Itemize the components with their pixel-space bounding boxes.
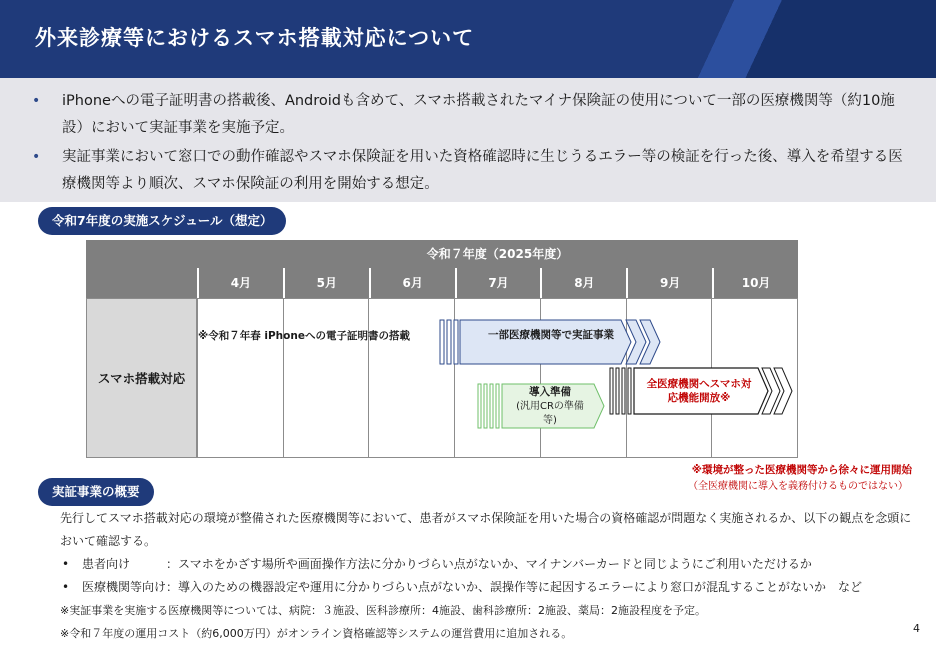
- summary-box: [0, 78, 936, 202]
- overview-patient-point: • 患者向け ：スマホをかざす場所や画面操作方法に分かりづらい点がないか、マイナンバーカードと同じようにご利用いただけるか: [60, 553, 920, 576]
- overview-section: [60, 507, 920, 645]
- page-number: 4: [913, 622, 920, 635]
- summary-bullet: • 実証事業において窓口での動作確認やスマホ保険証を用いた資格確認時に生じうるエラー等の検証を行った後、導入を希望する医療機関等より順次、スマホ保険証の利用を開始する想定。: [32, 144, 912, 198]
- month-header: 6月: [369, 268, 455, 298]
- rollout-note-sub: （全医療機関に導入を義務付けるものではない）: [688, 481, 908, 492]
- overview-medical-point: • 医療機関等向け：導入のための機器設定や運用に分かりづらい点がないか、誤操作等に起因するエラーにより窓口が混乱することがないか など: [60, 576, 920, 599]
- overview-note-facilities: ※実証事業を実施する医療機関等については、病院：３施設、医科診療所：4施設、歯科診療所：2施設、薬局：2施設程度を予定。: [60, 604, 706, 617]
- gantt-row-label: スマホ搭載対応: [86, 298, 197, 458]
- iphone-spring-note: ※令和７年春 iPhoneへの電子証明書の搭載: [198, 330, 410, 342]
- prep-title: 導入準備: [529, 386, 571, 398]
- month-header: 8月: [540, 268, 626, 298]
- month-header: 5月: [283, 268, 369, 298]
- month-header: 7月: [455, 268, 541, 298]
- month-header: 10月: [712, 268, 798, 298]
- gantt-year-header: 令和７年度（2025年度）: [197, 240, 798, 268]
- summary-bullet: • iPhoneへの電子証明書の搭載後、Androidも含めて、スマホ搭載されたマイナ保険証の使用について一部の医療機関等（約10施設）において実証事業を実施予定。: [32, 88, 912, 142]
- schedule-gantt: [86, 240, 798, 458]
- demo-label: 一部医療機関等で実証事業: [488, 329, 614, 341]
- page-title: 外来診療等におけるスマホ搭載対応について: [35, 26, 475, 50]
- prep-subtitle: (汎用CRの準備等): [516, 401, 584, 426]
- gantt-arrows: [86, 240, 798, 458]
- header-decoration: [606, 0, 936, 78]
- full-release-label: 全医療機関へスマホ対応機能開放※: [646, 378, 752, 404]
- demo-arrow: [440, 320, 660, 364]
- overview-note-cost: ※令和７年度の運用コスト（約6,000万円）がオンライン資格確認等システムの運営費用に追加される。: [60, 627, 573, 640]
- overview-heading: 実証事業の概要: [38, 478, 154, 506]
- month-header: 9月: [626, 268, 712, 298]
- rollout-note: ※環境が整った医療機関等から徐々に運用開始: [691, 464, 912, 476]
- month-header: 4月: [197, 268, 283, 298]
- schedule-heading: 令和7年度の実施スケジュール（想定）: [38, 207, 286, 235]
- title-bar: [0, 0, 936, 78]
- overview-intro: 先行してスマホ搭載対応の環境が整備された医療機関等において、患者がスマホ保険証を用いた場合の資格確認が問題なく実施されるか、以下の観点を念頭において確認する。: [60, 511, 912, 548]
